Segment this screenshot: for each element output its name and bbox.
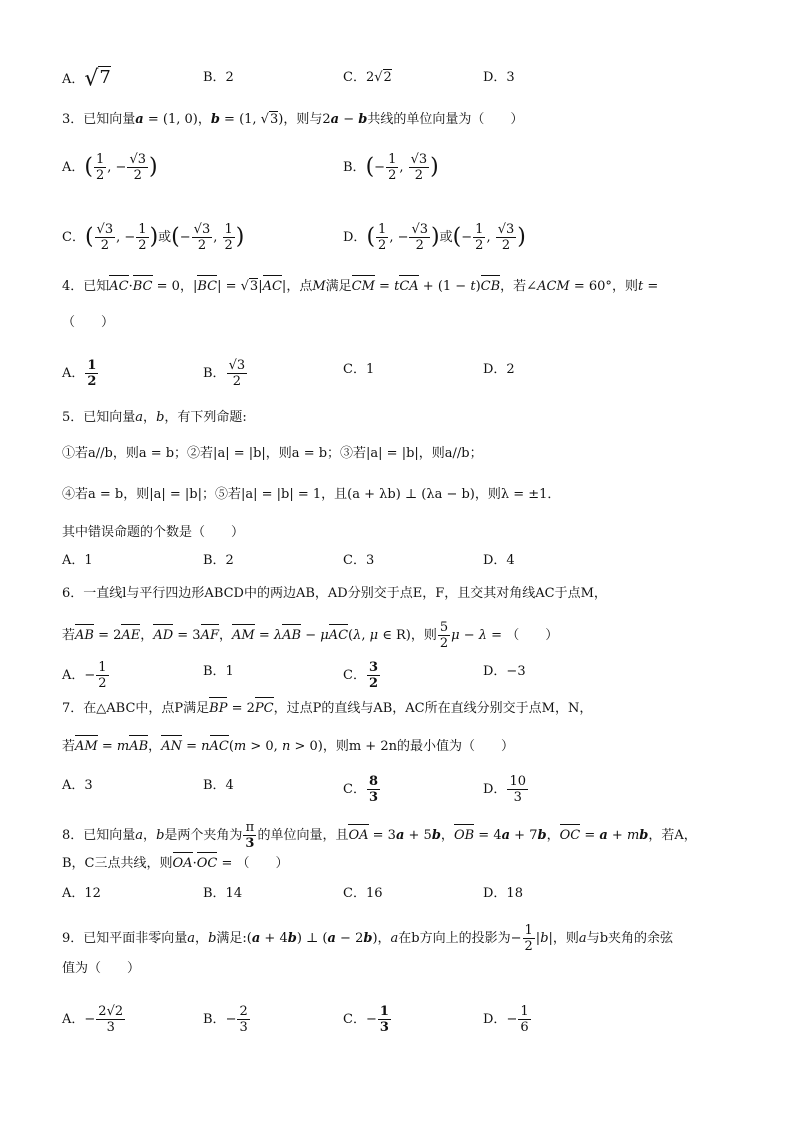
q6-option-a: A．− $\frac{1}{2}$ — [62, 660, 107, 691]
q6-option-c: C． $\frac{3}{2}$ — [343, 660, 378, 691]
q2-option-d: D．3 — [483, 70, 515, 85]
q2-option-c: C．2√2 — [343, 70, 392, 85]
q9-option-c: C．− $\frac{1}{3}$ — [343, 1004, 389, 1035]
q8-option-c: C．16 — [343, 886, 383, 901]
q9-option-b: B．− $\frac{2}{3}$ — [203, 1004, 248, 1035]
q8-option-b: B．14 — [203, 886, 243, 901]
q8-line2: B，C三点共线，则OA·OC = （ ） — [62, 854, 289, 874]
q2-option-a: A．√7 — [62, 66, 111, 92]
q3-option-d: D．( $\frac{1}{2}$ , − $\frac{√3}{2}$ )或(− $\frac{1}{2}$ , $\frac{√3}{2}$ ) — [343, 222, 526, 253]
q4-stem: 4．已知AC·BC = 0，|BC| = √3|AC|，点M满足CM = tCA + (1 − t)CB，若∠ACM = 60°，则t = — [62, 277, 658, 297]
q8-stem: 8．已知向量a，b是两个夹角为 $\frac{\pi}{3}$ 的单位向量，且OA = 3a + 5b，OB = 4a + 7b，OC = a + mb，若A， — [62, 820, 697, 851]
q4-option-d: D．2 — [483, 362, 515, 377]
q5-option-a: A．1 — [62, 553, 93, 568]
q3-option-a: A．( $\frac{1}{2}$ , − $\frac{√3}{2}$ ) — [62, 152, 158, 183]
q9-stem: 9．已知平面非零向量a，b满足:(a + 4b) ⊥ (a − 2b)，a在b方向上的投影为− $\frac{1}{2}$ |b|，则a与b夹角的余弦 — [62, 923, 674, 954]
q7-stem: 7．在△ABC中，点P满足BP = 2PC，过点P的直线与AB，AC所在直线分别交于点M，N， — [62, 699, 592, 719]
q7-line2: 若AM = mAB，AN = nAC(m > 0, n > 0)，则m + 2n的最小值为（ ） — [62, 737, 514, 757]
q9-option-d: D．− $\frac{1}{6}$ — [483, 1004, 529, 1035]
q7-option-a: A．3 — [62, 778, 93, 793]
q4-option-a: A． $\frac{1}{2}$ — [62, 358, 97, 389]
q2-option-b: B．2 — [203, 70, 234, 85]
q5-line2: ④若a = b，则|a| = |b|；⑤若|a| = |b| = 1，且(a + λb) ⊥ (λa − b)，则λ = ±1． — [62, 487, 561, 502]
q8-option-a: A．12 — [62, 886, 101, 901]
q5-stem: 5．已知向量a，b，有下列命题: — [62, 410, 247, 425]
q6-option-d: D．−3 — [483, 664, 526, 679]
q8-option-d: D．18 — [483, 886, 523, 901]
q6-stem: 6．一直线l与平行四边形ABCD中的两边AB，AD分别交于点E，F，且交其对角线AC于点M， — [62, 586, 607, 601]
q9-option-a: A．− $\frac{2√2}{3}$ — [62, 1004, 124, 1035]
q5-option-d: D．4 — [483, 553, 515, 568]
q3-option-c: C．( $\frac{√3}{2}$ , − $\frac{1}{2}$ )或(− $\frac{√3}{2}$ , $\frac{1}{2}$ ) — [62, 222, 245, 253]
q3-stem: 3．已知向量a = (1, 0)，b = (1, √3)，则与2a − b共线的单位向量为（ ） — [62, 112, 524, 127]
q9-line2: 值为（ ） — [62, 961, 141, 976]
q7-option-c: C． $\frac{8}{3}$ — [343, 774, 378, 805]
q6-option-b: B．1 — [203, 664, 234, 679]
q4-option-c: C．1 — [343, 362, 375, 377]
q7-option-d: D． $\frac{10}{3}$ — [483, 774, 526, 805]
q5-option-c: C．3 — [343, 553, 375, 568]
q5-question: 其中错误命题的个数是（ ） — [62, 525, 245, 540]
q4-paren: （ ） — [62, 315, 115, 330]
q4-option-b: B． $\frac{√3}{2}$ — [203, 358, 246, 389]
q3-option-b: B．(− $\frac{1}{2}$ , $\frac{√3}{2}$ ) — [343, 152, 439, 183]
q5-option-b: B．2 — [203, 553, 234, 568]
q6-line2: 若AB = 2AE，AD = 3AF，AM = λAB − μAC(λ, μ ∈ R)，则 $\frac{5}{2}$ μ − λ = （ ） — [62, 620, 559, 651]
q5-line1: ①若a//b，则a = b；②若|a| = |b|，则a = b；③若|a| = |b|，则a//b； — [62, 446, 483, 461]
q7-option-b: B．4 — [203, 778, 234, 793]
